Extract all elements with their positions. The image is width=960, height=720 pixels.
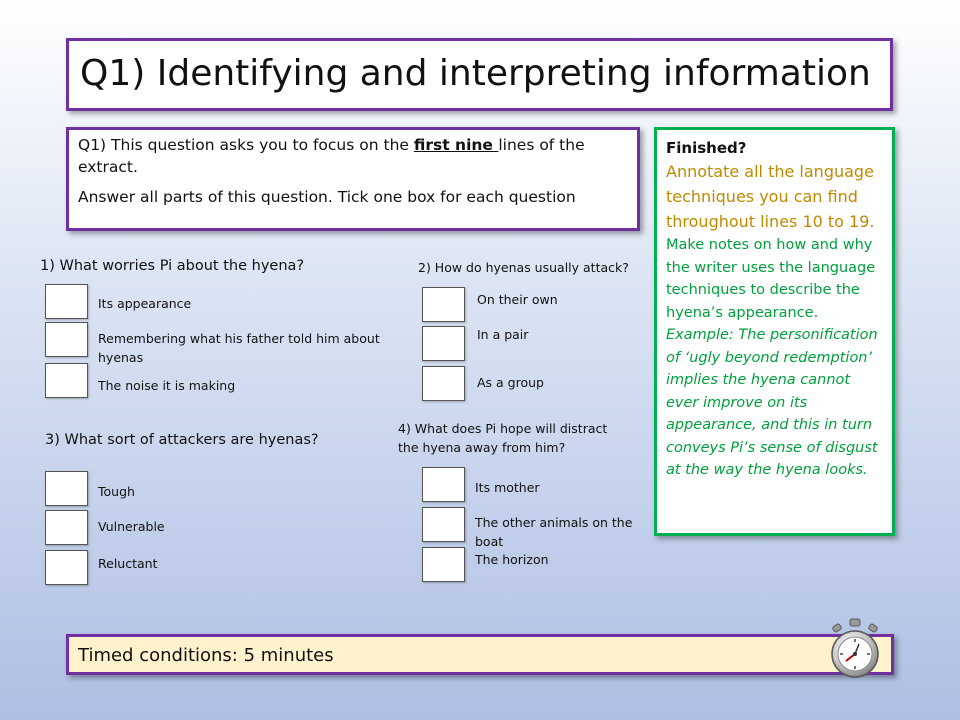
q4-option-1-checkbox[interactable] xyxy=(422,467,465,502)
q3-option-3-checkbox[interactable] xyxy=(45,550,88,585)
timer-text: Timed conditions: 5 minutes xyxy=(78,645,334,666)
q2-option-2-checkbox[interactable] xyxy=(422,326,465,361)
instructions-box xyxy=(66,127,640,231)
instructions-line-2: Answer all parts of this question. Tick one box for each question xyxy=(78,188,576,206)
q3-option-2-checkbox[interactable] xyxy=(45,510,88,545)
q1-option-2-label: Remembering what his father told him about hyenas xyxy=(98,331,380,365)
q4-option-2-checkbox[interactable] xyxy=(422,507,465,542)
question-4-text: 4) What does Pi hope will distract the hyena away from him? xyxy=(398,421,608,455)
instructions-line-1 xyxy=(78,134,629,178)
q1-option-1-checkbox[interactable] xyxy=(45,284,88,319)
finished-box xyxy=(654,127,895,536)
q1-option-3-checkbox[interactable] xyxy=(45,363,88,398)
timer-box xyxy=(66,634,894,675)
instructions-text-after: lines of the extract. xyxy=(78,136,585,176)
finished-example: Example: The personification of ‘ugly beyond redemption’ implies the hyena cannot ever improve on its appearance, and this in turn conveys Pi’s sense of disgust at the way the hyena looks. xyxy=(666,327,878,478)
finished-heading: Finished? xyxy=(666,139,747,157)
finished-task-notes: Make notes on how and why the writer uses the language techniques to describe the hyena’s appearance. xyxy=(666,237,876,321)
finished-task-annotate: Annotate all the language techniques you can find throughout lines 10 to 19. xyxy=(666,162,875,231)
question-3-text: 3) What sort of attackers are hyenas? xyxy=(45,432,319,448)
q1-option-2-checkbox[interactable] xyxy=(45,322,88,357)
q4-option-1-label: Its mother xyxy=(475,480,540,495)
page-title: Q1) Identifying and interpreting information xyxy=(80,53,871,94)
q3-option-1-label: Tough xyxy=(98,484,135,499)
q4-option-3-checkbox[interactable] xyxy=(422,547,465,582)
q2-option-2-label: In a pair xyxy=(477,327,529,342)
q2-option-3-checkbox[interactable] xyxy=(422,366,465,401)
q3-option-2-label: Vulnerable xyxy=(98,519,165,534)
q1-option-3-label: The noise it is making xyxy=(98,378,236,393)
q3-option-1-checkbox[interactable] xyxy=(45,471,88,506)
q2-option-1-checkbox[interactable] xyxy=(422,287,465,322)
q2-option-1-label: On their own xyxy=(477,292,558,307)
question-1-text: 1) What worries Pi about the hyena? xyxy=(40,258,305,274)
q2-option-3-label: As a group xyxy=(477,375,544,390)
q3-option-3-label: Reluctant xyxy=(98,556,158,571)
instructions-text-before: Q1) This question asks you to focus on the xyxy=(78,136,414,154)
instructions-emphasis: first nine xyxy=(413,136,499,154)
title-box xyxy=(66,38,893,111)
question-2-text: 2) How do hyenas usually attack? xyxy=(418,260,629,275)
q4-option-3-label: The horizon xyxy=(475,552,549,567)
q4-option-2-label: The other animals on the boat xyxy=(475,515,633,549)
q1-option-1-label: Its appearance xyxy=(98,296,192,311)
stopwatch-icon xyxy=(826,617,884,679)
